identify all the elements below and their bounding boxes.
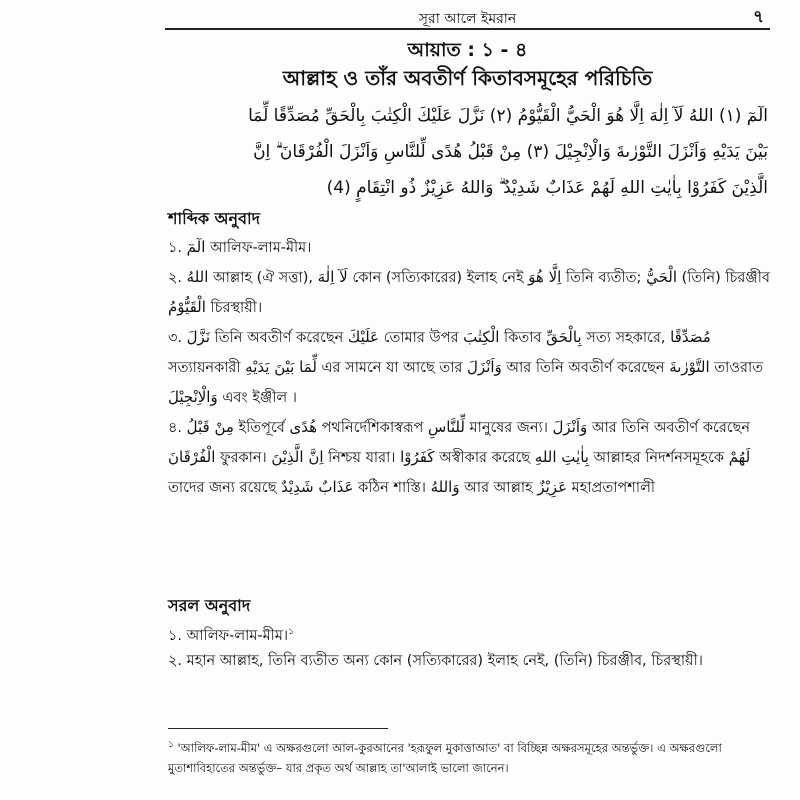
meaning: কিতাব xyxy=(499,330,547,346)
wbw-item xyxy=(168,233,770,263)
meaning: মহাপ্রতাপশালী xyxy=(567,480,656,496)
meaning: ফুরকান। xyxy=(215,450,272,466)
arabic-word: التَّوْرٰىةَ xyxy=(669,358,710,376)
arabic-word: لَآ اِلٰهَ xyxy=(317,268,348,286)
item-number: ৩. xyxy=(168,330,187,346)
simple-item xyxy=(168,620,770,649)
section-heading: আল্লাহ ও তাঁর অবতীর্ণ কিতাবসমূহের পরিচিতি xyxy=(282,66,653,90)
simple-text: ১. আলিফ-লাম-মীম। xyxy=(168,627,289,644)
arabic-line: بَيْنَ يَدَيْهِ وَاَنْزَلَ التَّوْرٰىةَ وَالْاِنْجِيْلَ (٣) مِنْ قَبْلُ هُدًى لِّلنَّاسِ وَاَنْزَلَ الْفُرْقَانَ ۗ اِنَّ xyxy=(253,142,768,162)
meaning: এর সামনে যা আছে তার xyxy=(316,360,468,376)
meaning: নিশ্চয় যারা। xyxy=(323,450,401,466)
arabic-word: عَلَيْكَ xyxy=(347,328,380,346)
wbw-item xyxy=(168,263,770,323)
simple-translation xyxy=(168,620,770,674)
arabic-word: وَاللهُ xyxy=(430,478,460,496)
arabic-word: اِلَّا هُوَ xyxy=(528,268,562,286)
footnote-divider xyxy=(168,728,388,729)
arabic-word: بِاٰيٰتِ اللهِ xyxy=(534,448,589,466)
meaning: কঠিন শাস্তি। xyxy=(353,480,431,496)
meaning: সত্য সহকারে, xyxy=(581,330,671,346)
arabic-verses xyxy=(168,98,768,206)
meaning: আলিফ-লাম-মীম। xyxy=(205,240,312,256)
meaning: ইতিপূর্বে xyxy=(233,420,290,436)
simple-translation-title: সরল অনুবাদ xyxy=(168,596,251,615)
word-by-word-translation xyxy=(168,233,770,503)
arabic-word: عَذَابٌ شَدِيْدٌ xyxy=(281,478,354,496)
meaning: তিনি অবতীর্ণ করেছেন xyxy=(210,330,348,346)
arabic-word: مُصَدِّقًا xyxy=(670,328,711,346)
arabic-word: لَهُمْ xyxy=(728,448,751,466)
arabic-word: اللهُ xyxy=(186,268,209,286)
meaning: কোন (সত্যিকারের) ইলাহ নেই xyxy=(347,270,529,286)
arabic-word: لِّلنَّاسِ xyxy=(428,418,465,436)
arabic-word: وَالْاِنْجِيْلَ xyxy=(168,388,218,406)
meaning: আল্লাহর নিদর্শনসমূহকে xyxy=(588,450,729,466)
simple-item xyxy=(168,649,770,674)
arabic-word: لِّمَا بَيْنَ يَدَيْهِ xyxy=(245,358,317,376)
item-number: ২. xyxy=(168,270,187,286)
meaning: আর তিনি অবতীর্ণ করেছেন xyxy=(587,420,751,436)
meaning: (তিনি) চিরঞ্জীব xyxy=(677,270,770,286)
item-number: ১. xyxy=(168,240,187,256)
arabic-line: الٓمٓ (١) اللهُ لَآ اِلٰهَ اِلَّا هُوَ الْحَيُّ الْقَيُّوْمُ (٢) نَزَّلَ عَلَيْكَ الْكِتٰبَ بِالْحَقِّ مُصَدِّقًا لِّمَا xyxy=(248,106,768,126)
footnote-ref[interactable]: ১ xyxy=(288,627,294,637)
arabic-word: بِالْحَقِّ xyxy=(546,328,582,346)
arabic-word: الْفُرْقَانَ xyxy=(168,448,216,466)
page-number: ৭ xyxy=(752,7,764,27)
arabic-word: الْحَيُّ xyxy=(646,268,677,286)
meaning: চিরস্থায়ী। xyxy=(205,300,263,316)
arabic-word: مِنْ قَبْلُ xyxy=(186,418,234,436)
arabic-word: كَفَرُوْا xyxy=(400,448,435,466)
running-title: সূরা আলে ইমরান xyxy=(418,11,517,27)
meaning: অস্বীকার করেছে xyxy=(434,450,535,466)
running-header xyxy=(165,4,770,30)
footnote-text: 'আলিফ-লাম-মীম' এ অক্ষরগুলো আল-কুরআনের 'হরূফুল মুকাত্তাআত' বা বিচ্ছিন্ন অক্ষরসমূহের অন্তর্ভুক্ত। এ অক্ষরগুলো মুতাশাবিহাতের অন্তর্ভুক্ত– যার প্রকৃত অর্থ আল্লাহ তা'আলাই ভালো জানেন। xyxy=(168,740,722,775)
meaning: তাওরাত xyxy=(709,360,764,376)
arabic-word: عَزِيْزٌ xyxy=(537,478,568,496)
footnote-marker: ১ xyxy=(168,740,174,750)
wbw-item xyxy=(168,413,770,503)
ayat-range-heading: আয়াত : ১ - ৪ xyxy=(407,39,528,61)
meaning: পথনির্দেশিকাস্বরূপ xyxy=(316,420,428,436)
meaning: তাদের জন্য রয়েছে xyxy=(168,480,282,496)
arabic-word: هُدًى xyxy=(289,418,317,436)
meaning: সত্যায়নকারী xyxy=(168,360,246,376)
arabic-word: الْكِتٰبَ xyxy=(463,328,500,346)
word-by-word-title: শাব্দিক অনুবাদ xyxy=(168,209,261,228)
meaning: এবং ইঞ্জীল । xyxy=(217,390,297,406)
arabic-word: اِنَّ الَّذِيْنَ xyxy=(271,448,324,466)
meaning: তোমার উপর xyxy=(379,330,464,346)
wbw-item xyxy=(168,323,770,413)
meaning: আল্লাহ (ঐ সত্তা), xyxy=(208,270,318,286)
meaning: আর আল্লাহ xyxy=(459,480,538,496)
meaning: তিনি ব্যতীত; xyxy=(561,270,647,286)
footnote xyxy=(168,735,770,778)
arabic-line: الَّذِيْنَ كَفَرُوْا بِاٰيٰتِ اللهِ لَهُمْ عَذَابٌ شَدِيْدٌ ۗ وَاللهُ عَزِيْزٌ ذُو انْتِقَامٍ (4) xyxy=(326,178,768,198)
arabic-word: وَاَنْزَلَ xyxy=(467,358,502,376)
arabic-word: نَزَّلَ xyxy=(186,328,211,346)
item-number: ৪. xyxy=(168,420,187,436)
meaning: আর তিনি অবতীর্ণ করেছেন xyxy=(501,360,670,376)
meaning: মানুষের জন্য। xyxy=(464,420,553,436)
arabic-word: الٓمٓ xyxy=(186,238,206,256)
arabic-word: الْقَيُّوْمُ xyxy=(168,298,206,316)
arabic-word: وَاَنْزَلَ xyxy=(552,418,588,436)
simple-text: ২. মহান আল্লাহ, তিনি ব্যতীত অন্য কোন (সত্যিকারের) ইলাহ নেই, (তিনি) চিরঞ্জীব, চিরস্থায়ী। xyxy=(168,652,703,669)
